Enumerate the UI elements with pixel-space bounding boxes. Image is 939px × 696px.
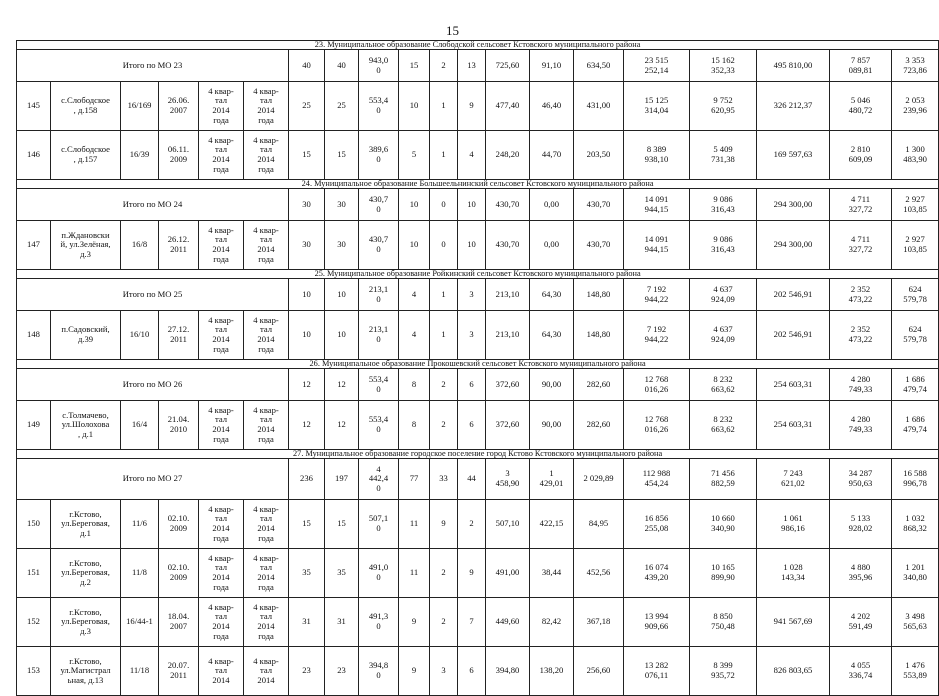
table-cell: 4 квар- тал 2014 года: [244, 221, 289, 270]
address-cell: с.Слободское , д.158: [51, 82, 121, 131]
table-cell: 02.10. 2009: [159, 549, 199, 598]
table-cell: 422,15: [530, 500, 574, 549]
table-cell: 16 856 255,08: [624, 500, 690, 549]
total-cell: 10: [289, 279, 325, 311]
total-cell: 372,60: [486, 369, 530, 401]
table-cell: 326 212,37: [757, 82, 830, 131]
table-cell: 4 квар- тал 2014 года: [244, 82, 289, 131]
table-cell: 138,20: [530, 647, 574, 696]
table-cell: 4 квар- тал 2014 года: [199, 549, 244, 598]
total-cell: 495 810,00: [757, 50, 830, 82]
total-cell: 12: [289, 369, 325, 401]
table-cell: 14 091 944,15: [624, 221, 690, 270]
total-cell: 294 300,00: [757, 189, 830, 221]
row-number: 150: [17, 500, 51, 549]
table-cell: 254 603,31: [757, 401, 830, 450]
table-cell: 11/6: [121, 500, 159, 549]
total-cell: 197: [325, 459, 359, 500]
table-cell: 430,7 0: [359, 221, 399, 270]
table-cell: 367,18: [574, 598, 624, 647]
total-cell: 254 603,31: [757, 369, 830, 401]
table-cell: 2 810 609,09: [830, 131, 892, 180]
table-cell: 430,70: [486, 221, 530, 270]
table-cell: 16/4: [121, 401, 159, 450]
table-cell: 8 850 750,48: [690, 598, 757, 647]
table-cell: 507,10: [486, 500, 530, 549]
table-cell: 3: [458, 311, 486, 360]
table-cell: 826 803,65: [757, 647, 830, 696]
table-row: [17, 647, 939, 696]
total-cell: 1 686 479,74: [892, 369, 939, 401]
table-cell: 389,6 0: [359, 131, 399, 180]
table-cell: 394,80: [486, 647, 530, 696]
total-cell: 12: [325, 369, 359, 401]
total-cell: 1: [430, 279, 458, 311]
section-title: 27. Муниципальное образование городское поселение город Кстово Кстовского муниципального района: [17, 450, 939, 459]
table-cell: 282,60: [574, 401, 624, 450]
total-cell: 30: [325, 189, 359, 221]
table-cell: 11/18: [121, 647, 159, 696]
table-cell: 20.07. 2011: [159, 647, 199, 696]
total-cell: 4 442,4 0: [359, 459, 399, 500]
total-row: [17, 50, 939, 82]
total-cell: 4 637 924,09: [690, 279, 757, 311]
table-cell: 26.06. 2007: [159, 82, 199, 131]
table-cell: 21.04. 2010: [159, 401, 199, 450]
address-cell: с.Толмачево, ул.Шолохова , д.1: [51, 401, 121, 450]
page-number: 15: [446, 23, 459, 38]
table-cell: 23: [325, 647, 359, 696]
table-cell: 372,60: [486, 401, 530, 450]
table-cell: 213,1 0: [359, 311, 399, 360]
table-cell: 431,00: [574, 82, 624, 131]
section-header: [17, 41, 939, 50]
total-cell: 3 353 723,86: [892, 50, 939, 82]
table-cell: 1 201 340,80: [892, 549, 939, 598]
row-number: 146: [17, 131, 51, 180]
table-cell: 4 квар- тал 2014 года: [199, 131, 244, 180]
table-cell: 15: [325, 131, 359, 180]
table-cell: 2: [458, 500, 486, 549]
total-cell: 2: [430, 50, 458, 82]
table-cell: 10 165 899,90: [690, 549, 757, 598]
table-cell: 1 061 986,16: [757, 500, 830, 549]
total-cell: 236: [289, 459, 325, 500]
table-row: [17, 82, 939, 131]
total-cell: 15: [399, 50, 430, 82]
address-cell: г.Кстово, ул.Береговая, д.3: [51, 598, 121, 647]
table-cell: 4 637 924,09: [690, 311, 757, 360]
table-cell: 10: [325, 311, 359, 360]
table-cell: 5 409 731,38: [690, 131, 757, 180]
resettlement-table: [16, 40, 939, 696]
table-cell: 1 476 553,89: [892, 647, 939, 696]
table-cell: 553,4 0: [359, 82, 399, 131]
table-cell: 8 232 663,62: [690, 401, 757, 450]
table-cell: 4 квар- тал 2014 года: [199, 311, 244, 360]
total-cell: 0: [430, 189, 458, 221]
table-cell: 10 660 340,90: [690, 500, 757, 549]
total-row: [17, 279, 939, 311]
table-cell: 16/10: [121, 311, 159, 360]
table-cell: 16 074 439,20: [624, 549, 690, 598]
table-cell: 10: [399, 221, 430, 270]
table-cell: 2: [430, 401, 458, 450]
total-cell: 13: [458, 50, 486, 82]
table-cell: 84,95: [574, 500, 624, 549]
table-cell: 10: [399, 82, 430, 131]
table-cell: 4 квар- тал 2014 года: [244, 598, 289, 647]
total-cell: 30: [289, 189, 325, 221]
table-cell: 4 280 749,33: [830, 401, 892, 450]
total-cell: 33: [430, 459, 458, 500]
table-cell: 8 389 938,10: [624, 131, 690, 180]
table-cell: 16/44-1: [121, 598, 159, 647]
table-cell: 2 927 103,85: [892, 221, 939, 270]
total-cell: 10: [325, 279, 359, 311]
total-cell: 91,10: [530, 50, 574, 82]
total-cell: 4 280 749,33: [830, 369, 892, 401]
table-cell: 7 192 944,22: [624, 311, 690, 360]
table-cell: 1: [430, 311, 458, 360]
table-cell: 31: [289, 598, 325, 647]
table-cell: 90,00: [530, 401, 574, 450]
table-cell: 13 994 909,66: [624, 598, 690, 647]
table-cell: 12: [289, 401, 325, 450]
table-cell: 4 квар- тал 2014 года: [199, 598, 244, 647]
table-cell: 4 квар- тал 2014 года: [244, 549, 289, 598]
table-cell: 4 квар- тал 2014: [244, 647, 289, 696]
total-cell: 624 579,78: [892, 279, 939, 311]
total-cell: 23 515 252,14: [624, 50, 690, 82]
total-row: [17, 459, 939, 500]
table-cell: 4: [399, 311, 430, 360]
total-cell: 15 162 352,33: [690, 50, 757, 82]
table-cell: 4 квар- тал 2014 года: [244, 500, 289, 549]
total-cell: 34 287 950,63: [830, 459, 892, 500]
table-cell: 256,60: [574, 647, 624, 696]
table-cell: 30: [289, 221, 325, 270]
total-cell: 10: [458, 189, 486, 221]
table-cell: 16/8: [121, 221, 159, 270]
total-cell: 12 768 016,26: [624, 369, 690, 401]
table-cell: 9: [399, 647, 430, 696]
table-cell: 1: [430, 82, 458, 131]
table-cell: 35: [289, 549, 325, 598]
total-cell: 943,0 0: [359, 50, 399, 82]
total-cell: 725,60: [486, 50, 530, 82]
table-cell: 213,10: [486, 311, 530, 360]
table-cell: 452,56: [574, 549, 624, 598]
table-cell: 477,40: [486, 82, 530, 131]
section-title: 23. Муниципальное образование Слободской сельсовет Кстовского муниципального района: [17, 41, 939, 50]
table-cell: 248,20: [486, 131, 530, 180]
table-cell: 4 202 591,49: [830, 598, 892, 647]
table-cell: 394,8 0: [359, 647, 399, 696]
table-cell: 941 567,69: [757, 598, 830, 647]
table-cell: 5 133 928,02: [830, 500, 892, 549]
table-cell: 26.12. 2011: [159, 221, 199, 270]
table-cell: 553,4 0: [359, 401, 399, 450]
row-number: 153: [17, 647, 51, 696]
total-cell: 2 927 103,85: [892, 189, 939, 221]
total-cell: 634,50: [574, 50, 624, 82]
table-cell: 4 квар- тал 2014 года: [199, 401, 244, 450]
table-row: [17, 221, 939, 270]
table-cell: 31: [325, 598, 359, 647]
table-cell: 82,42: [530, 598, 574, 647]
total-cell: 3: [458, 279, 486, 311]
table-cell: 12 768 016,26: [624, 401, 690, 450]
total-cell: 77: [399, 459, 430, 500]
table-cell: 4 квар- тал 2014 года: [199, 82, 244, 131]
total-cell: 4: [399, 279, 430, 311]
total-cell: 0,00: [530, 189, 574, 221]
table-cell: 11/8: [121, 549, 159, 598]
table-row: [17, 500, 939, 549]
total-label: Итого по МО 26: [17, 369, 289, 401]
table-cell: 23: [289, 647, 325, 696]
total-cell: 16 588 996,78: [892, 459, 939, 500]
table-cell: 1 300 483,90: [892, 131, 939, 180]
table-cell: 4 квар- тал 2014 года: [199, 500, 244, 549]
table-cell: 3 498 565,63: [892, 598, 939, 647]
section-header: [17, 180, 939, 189]
total-cell: 7 857 089,81: [830, 50, 892, 82]
table-cell: 44,70: [530, 131, 574, 180]
row-number: 151: [17, 549, 51, 598]
table-cell: 449,60: [486, 598, 530, 647]
total-cell: 112 988 454,24: [624, 459, 690, 500]
table-cell: 2 352 473,22: [830, 311, 892, 360]
table-cell: 430,70: [574, 221, 624, 270]
table-cell: 6: [458, 647, 486, 696]
table-row: [17, 131, 939, 180]
table-cell: 294 300,00: [757, 221, 830, 270]
table-cell: 6: [458, 401, 486, 450]
total-cell: 1 429,01: [530, 459, 574, 500]
table-cell: 1 028 143,34: [757, 549, 830, 598]
total-label: Итого по МО 23: [17, 50, 289, 82]
total-cell: 282,60: [574, 369, 624, 401]
total-cell: 430,70: [486, 189, 530, 221]
address-cell: г.Кстово, ул.Береговая, д.1: [51, 500, 121, 549]
total-row: [17, 369, 939, 401]
table-cell: 0,00: [530, 221, 574, 270]
total-cell: 553,4 0: [359, 369, 399, 401]
table-cell: 46,40: [530, 82, 574, 131]
section-title: 25. Муниципальное образование Ройкинский сельсовет Кстовского муниципального района: [17, 270, 939, 279]
total-cell: 8 232 663,62: [690, 369, 757, 401]
table-cell: 4 055 336,74: [830, 647, 892, 696]
table-row: [17, 549, 939, 598]
total-cell: 10: [399, 189, 430, 221]
total-cell: 7 243 621,02: [757, 459, 830, 500]
table-cell: 9: [458, 82, 486, 131]
table-cell: 11: [399, 549, 430, 598]
section-header: [17, 450, 939, 459]
table-cell: 1 032 868,32: [892, 500, 939, 549]
section-title: 24. Муниципальное образование Большеельнинский сельсовет Кстовского муниципального района: [17, 180, 939, 189]
table-cell: 624 579,78: [892, 311, 939, 360]
table-cell: 25: [325, 82, 359, 131]
table-cell: 491,0 0: [359, 549, 399, 598]
address-cell: п.Ждановски й, ул.Зелёная, д.3: [51, 221, 121, 270]
table-cell: 148,80: [574, 311, 624, 360]
table-cell: 13 282 076,11: [624, 647, 690, 696]
table-cell: 9 752 620,95: [690, 82, 757, 131]
table-cell: 16/169: [121, 82, 159, 131]
table-cell: 4 квар- тал 2014 года: [244, 311, 289, 360]
total-cell: 430,70: [574, 189, 624, 221]
table-cell: 4: [458, 131, 486, 180]
total-cell: 8: [399, 369, 430, 401]
table-cell: 10: [289, 311, 325, 360]
table-cell: 169 597,63: [757, 131, 830, 180]
total-label: Итого по МО 24: [17, 189, 289, 221]
table-cell: 4 880 395,96: [830, 549, 892, 598]
table-cell: 4 квар- тал 2014 года: [244, 401, 289, 450]
table-cell: 25: [289, 82, 325, 131]
table-cell: 2 053 239,96: [892, 82, 939, 131]
table-cell: 3: [430, 647, 458, 696]
table-cell: 4 квар- тал 2014: [199, 647, 244, 696]
table-cell: 5: [399, 131, 430, 180]
table-body: [17, 41, 939, 696]
total-cell: 64,30: [530, 279, 574, 311]
table-row: [17, 598, 939, 647]
table-cell: 10: [458, 221, 486, 270]
row-number: 148: [17, 311, 51, 360]
table-cell: 64,30: [530, 311, 574, 360]
table-cell: 02.10. 2009: [159, 500, 199, 549]
total-label: Итого по МО 27: [17, 459, 289, 500]
address-cell: г.Кстово, ул.Магистрал ьная, д.13: [51, 647, 121, 696]
table-row: [17, 311, 939, 360]
total-cell: 71 456 882,59: [690, 459, 757, 500]
total-cell: 202 546,91: [757, 279, 830, 311]
table-cell: 15: [289, 131, 325, 180]
total-cell: 148,80: [574, 279, 624, 311]
table-cell: 1: [430, 131, 458, 180]
total-cell: 14 091 944,15: [624, 189, 690, 221]
total-cell: 4 711 327,72: [830, 189, 892, 221]
section-header: [17, 270, 939, 279]
table-cell: 2: [430, 598, 458, 647]
total-cell: 2 029,89: [574, 459, 624, 500]
table-cell: 202 546,91: [757, 311, 830, 360]
table-cell: 9: [430, 500, 458, 549]
total-cell: 6: [458, 369, 486, 401]
row-number: 147: [17, 221, 51, 270]
table-cell: 4 квар- тал 2014 года: [199, 221, 244, 270]
total-cell: 9 086 316,43: [690, 189, 757, 221]
total-cell: 213,1 0: [359, 279, 399, 311]
table-cell: 4 квар- тал 2014 года: [244, 131, 289, 180]
total-cell: 40: [325, 50, 359, 82]
table-cell: 35: [325, 549, 359, 598]
table-cell: 11: [399, 500, 430, 549]
section-header: [17, 360, 939, 369]
address-cell: п.Садовский, д.39: [51, 311, 121, 360]
table-cell: 507,1 0: [359, 500, 399, 549]
table-cell: 30: [325, 221, 359, 270]
table-cell: 491,3 0: [359, 598, 399, 647]
total-cell: 213,10: [486, 279, 530, 311]
table-cell: 12: [325, 401, 359, 450]
table-cell: 2: [430, 549, 458, 598]
table-cell: 18.04. 2007: [159, 598, 199, 647]
table-cell: 9: [399, 598, 430, 647]
total-cell: 7 192 944,22: [624, 279, 690, 311]
total-cell: 90,00: [530, 369, 574, 401]
table-cell: 1 686 479,74: [892, 401, 939, 450]
table-cell: 38,44: [530, 549, 574, 598]
address-cell: г.Кстово, ул.Береговая, д.2: [51, 549, 121, 598]
section-title: 26. Муниципальное образование Прокошевский сельсовет Кстовского муниципального района: [17, 360, 939, 369]
total-cell: 3 458,90: [486, 459, 530, 500]
table-cell: 203,50: [574, 131, 624, 180]
table-cell: 0: [430, 221, 458, 270]
table-cell: 9: [458, 549, 486, 598]
table-cell: 06.11. 2009: [159, 131, 199, 180]
table-cell: 15: [289, 500, 325, 549]
row-number: 149: [17, 401, 51, 450]
table-cell: 16/39: [121, 131, 159, 180]
total-cell: 430,7 0: [359, 189, 399, 221]
total-row: [17, 189, 939, 221]
table-cell: 8 399 935,72: [690, 647, 757, 696]
table-cell: 4 711 327,72: [830, 221, 892, 270]
total-cell: 40: [289, 50, 325, 82]
table-cell: 27.12. 2011: [159, 311, 199, 360]
table-cell: 8: [399, 401, 430, 450]
row-number: 152: [17, 598, 51, 647]
table-cell: 15 125 314,04: [624, 82, 690, 131]
total-cell: 2 352 473,22: [830, 279, 892, 311]
table-cell: 7: [458, 598, 486, 647]
table-cell: 9 086 316,43: [690, 221, 757, 270]
row-number: 145: [17, 82, 51, 131]
total-cell: 2: [430, 369, 458, 401]
address-cell: с.Слободское , д.157: [51, 131, 121, 180]
total-cell: 44: [458, 459, 486, 500]
table-cell: 5 046 480,72: [830, 82, 892, 131]
table-row: [17, 401, 939, 450]
total-label: Итого по МО 25: [17, 279, 289, 311]
table-cell: 15: [325, 500, 359, 549]
table-cell: 491,00: [486, 549, 530, 598]
